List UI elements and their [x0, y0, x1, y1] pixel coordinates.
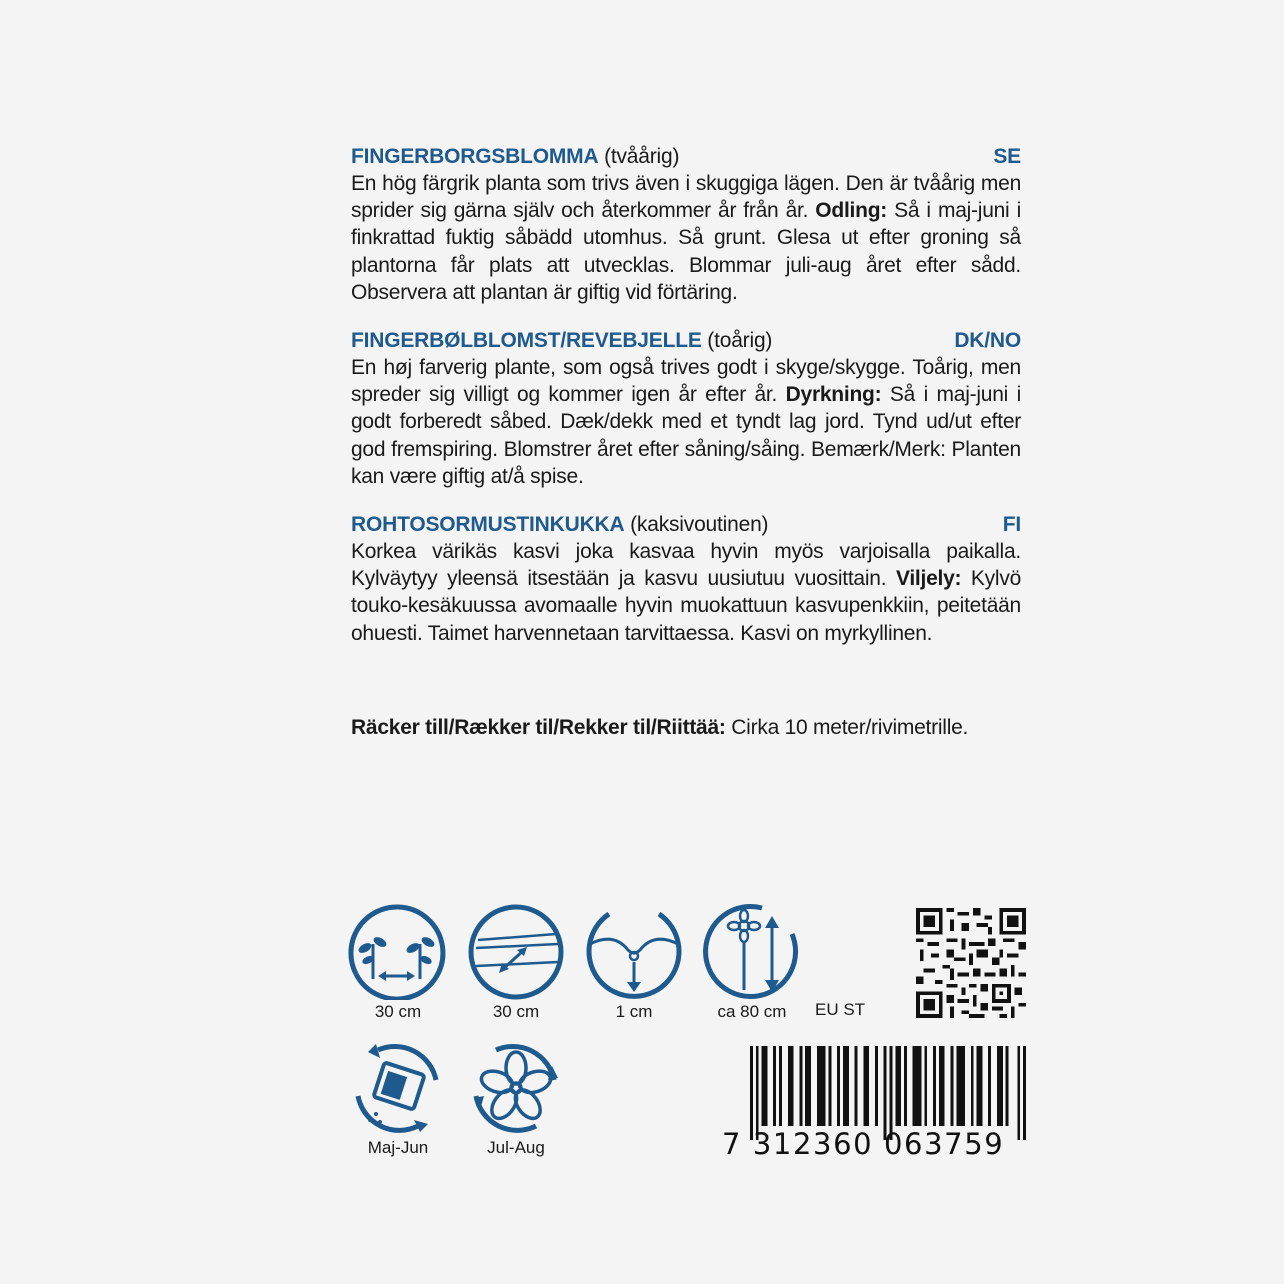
body-text: Korkea värikäs kasvi joka kasvaa hyvin myös varjoisalla paikalla. Kylväytyy yleensä itsestään ja kasvu uusiutuu vuosittain. — [351, 540, 1021, 591]
icon-label: 1 cm — [615, 1002, 653, 1021]
section-qualifier: (toårig) — [707, 329, 773, 353]
yield-line — [351, 714, 1051, 742]
icon-label: 30 cm — [374, 1002, 422, 1021]
body-bold: Odling: — [815, 199, 888, 223]
flowering-time-tile — [461, 1040, 571, 1158]
section-qualifier: (kaksivoutinen) — [630, 513, 769, 537]
qr-code — [916, 908, 1026, 1018]
body-bold: Viljely: — [895, 567, 962, 591]
body-text: En hög färgrik planta som trivs även i skuggiga lägen. Den är tvåårig men sprider sig gärna själv och återkommer år från år. — [351, 172, 1021, 223]
barcode-number: 7 312360 063759 — [722, 1127, 1005, 1161]
body-text: Så i maj-juni i godt forberedt såbed. Dæk/dekk med et tyndt lag jord. Tynd ud/ut efter god fremspiring. Blomstrer året efter såning/såing. Bemærk/Merk: Planten kan være giftig at/å spise. — [351, 383, 1022, 488]
language-code: DK/NO — [954, 329, 1021, 353]
section-heading — [351, 511, 1021, 538]
section-heading — [351, 327, 1021, 354]
language-code: FI — [1002, 513, 1021, 537]
section-title: FINGERBØLBLOMST/REVEBJELLE — [351, 329, 702, 353]
section-title: FINGERBORGSBLOMMA — [351, 145, 599, 168]
section-title-group — [351, 143, 679, 170]
body-text: Så i maj-juni i finkrattad fuktig såbädd utomhus. Så grunt. Glesa ut efter groning så plantorna får plats att utvecklas. Blommar juli-aug året efter sådd. Observera att plantan är giftig vid förtäring. — [351, 199, 1021, 304]
yield-label: Räcker till/Rækker til/Rekker til/Riittää: — [351, 716, 726, 739]
section-fi — [351, 511, 1021, 647]
yield-value: Cirka 10 meter/rivimetrille. — [731, 716, 969, 739]
language-code: SE — [993, 145, 1021, 168]
body-text: Kylvö touko-kesäkuussa avomaalle hyvin muokattuun kasvupenkkiin, peitetään ohuesti. Taimet harvennetaan tarvittaessa. Kasvi on myrkyllinen. — [351, 567, 1022, 645]
icon-label: Maj-Jun — [367, 1138, 429, 1157]
section-title: ROHTOSORMUSTINKUKKA — [351, 513, 625, 537]
barcode — [750, 1046, 1026, 1140]
plant-height-icon — [702, 904, 802, 1000]
body-text: En høj farverig plante, som også trives godt i skyge/skygge. Toårig, men spreder sig villigt og kommer igen år efter år. — [351, 356, 1021, 407]
icon-label: 30 cm — [492, 1002, 540, 1021]
body-bold: Dyrkning: — [785, 383, 882, 407]
section-heading — [351, 143, 1021, 170]
section-dk-no — [351, 327, 1021, 490]
section-body — [351, 170, 1021, 306]
plant-height-tile — [697, 904, 807, 1022]
eu-standard-label: EU ST — [815, 1000, 866, 1019]
sowing-time-tile — [343, 1040, 453, 1158]
section-body — [351, 354, 1021, 490]
sowing-depth-tile — [579, 904, 689, 1022]
plant-spacing-icon — [348, 904, 448, 1000]
section-se — [351, 143, 1021, 306]
text-sections — [351, 143, 1021, 668]
sowing-depth-icon — [584, 904, 684, 1000]
section-title-group — [351, 511, 768, 538]
row-spacing-tile — [461, 904, 571, 1022]
row-spacing-icon — [466, 904, 566, 1000]
plant-spacing-tile — [343, 904, 453, 1022]
flowering-time-icon — [466, 1040, 566, 1136]
section-qualifier: (tvåårig) — [604, 145, 680, 168]
section-title-group — [351, 327, 772, 354]
sowing-time-icon — [348, 1040, 448, 1136]
icon-label: ca 80 cm — [717, 1002, 787, 1021]
icon-label: Jul-Aug — [487, 1138, 545, 1157]
section-body — [351, 538, 1021, 647]
